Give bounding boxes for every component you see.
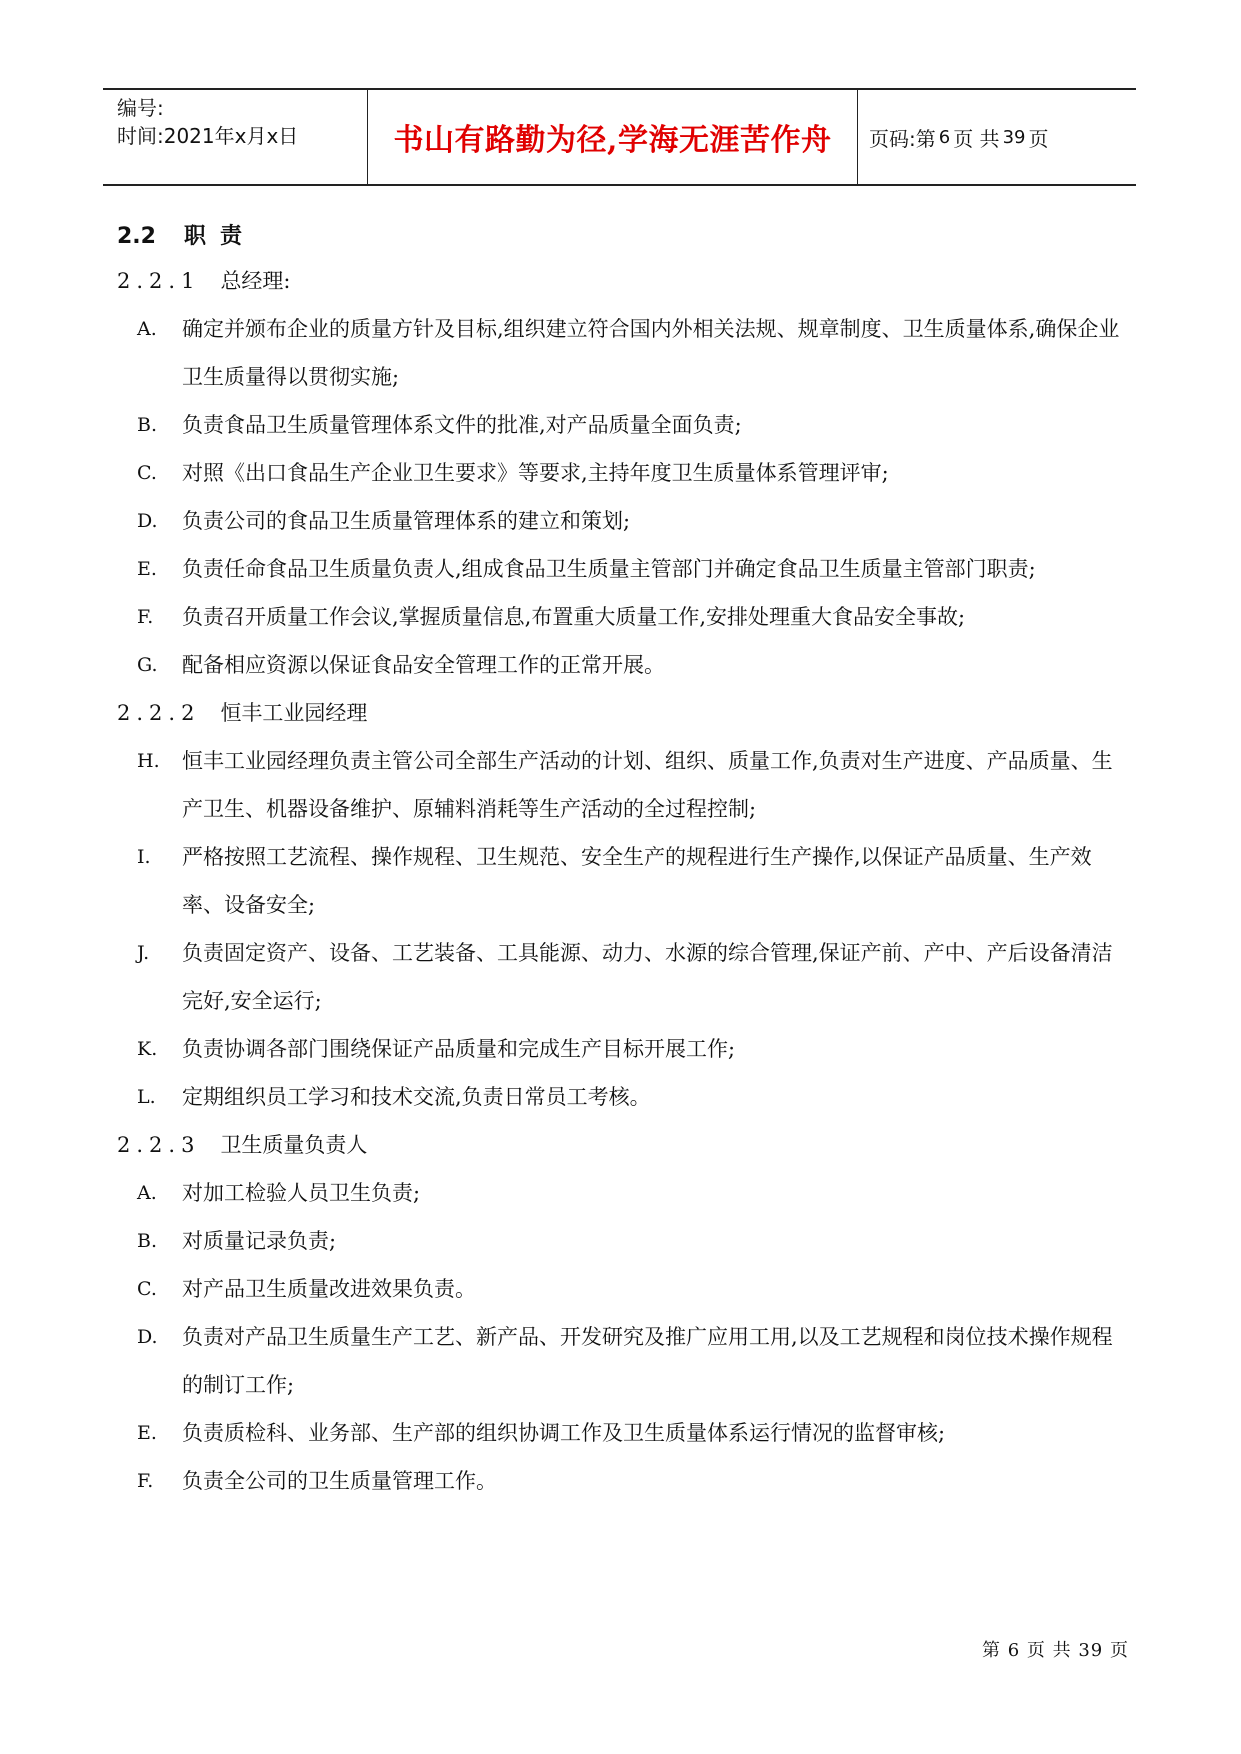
list-item [117, 305, 1127, 401]
item-text: 对质量记录负责; [182, 1229, 337, 1253]
item-text: 负责协调各部门围绕保证产品质量和完成生产目标开展工作; [182, 1037, 736, 1061]
subsection-number: 2.2.1 [117, 269, 201, 293]
item-letter: E. [137, 1422, 157, 1444]
subsection-title: 总经理: [220, 269, 291, 293]
item-text: 负责对产品卫生质量生产工艺、新产品、开发研究及推广应用工用,以及工艺规程和岗位技术操作规程的制订工作; [182, 1325, 1113, 1397]
list-item [117, 449, 1127, 497]
item-letter: F. [137, 1470, 154, 1492]
document-body [117, 217, 1127, 1505]
section-title: 职责 [183, 224, 256, 249]
list-item [117, 1025, 1127, 1073]
item-text: 负责全公司的卫生质量管理工作。 [182, 1469, 497, 1493]
subsection-title: 卫生质量负责人 [220, 1133, 368, 1157]
item-text: 对产品卫生质量改进效果负责。 [182, 1277, 476, 1301]
list-item [117, 1073, 1127, 1121]
document-time-label: 时间:2021年x月x日 [117, 124, 299, 148]
section-number: 2.2 [117, 224, 156, 249]
item-text: 配备相应资源以保证食品安全管理工作的正常开展。 [182, 653, 665, 677]
subsection-number: 2.2.2 [117, 701, 201, 725]
item-letter: D. [137, 510, 158, 532]
page-prefix: 页码:第 [869, 126, 936, 151]
header-page-info [869, 90, 1048, 184]
list-item [117, 641, 1127, 689]
subsection-number: 2.2.3 [117, 1133, 201, 1157]
page-header [103, 88, 1136, 186]
item-text: 负责食品卫生质量管理体系文件的批准,对产品质量全面负责; [182, 413, 742, 437]
list-item [117, 1217, 1127, 1265]
page-footer: 第 6 页 共 39 页 [982, 1640, 1129, 1661]
item-letter: F. [137, 606, 154, 628]
list-item [117, 1457, 1127, 1505]
item-letter: D. [137, 1326, 158, 1348]
page-current: 6 [938, 126, 951, 148]
list-item [117, 545, 1127, 593]
item-letter: K. [137, 1038, 158, 1060]
item-letter: E. [137, 558, 157, 580]
list-item [117, 497, 1127, 545]
header-motto: 书山有路勤为径,学海无涯苦作舟 [393, 123, 832, 158]
subsection-heading [117, 1121, 1127, 1169]
item-letter: A. [137, 318, 157, 340]
item-text: 对照《出口食品生产企业卫生要求》等要求,主持年度卫生质量体系管理评审; [182, 461, 889, 485]
header-divider [857, 90, 858, 184]
list-item [117, 1265, 1127, 1313]
item-text: 定期组织员工学习和技术交流,负责日常员工考核。 [182, 1085, 651, 1109]
list-item [117, 1313, 1127, 1409]
list-item [117, 593, 1127, 641]
list-item [117, 401, 1127, 449]
item-letter: J. [137, 942, 150, 964]
document-number-label: 编号: [117, 96, 164, 120]
page-suffix: 页 [1028, 126, 1049, 151]
list-item [117, 737, 1127, 833]
item-text: 负责召开质量工作会议,掌握质量信息,布置重大质量工作,安排处理重大食品安全事故; [182, 605, 966, 629]
list-item [117, 833, 1127, 929]
item-letter: B. [137, 1230, 158, 1252]
item-letter: L. [137, 1086, 156, 1108]
item-text: 严格按照工艺流程、操作规程、卫生规范、安全生产的规程进行生产操作,以保证产品质量、生产效率、设备安全; [182, 845, 1092, 917]
item-letter: C. [137, 1278, 157, 1300]
section-heading [117, 217, 1127, 257]
page-total: 39 [1002, 126, 1026, 148]
item-text: 恒丰工业园经理负责主管公司全部生产活动的计划、组织、质量工作,负责对生产进度、产品质量、生产卫生、机器设备维护、原辅料消耗等生产活动的全过程控制; [182, 749, 1113, 821]
list-item [117, 1169, 1127, 1217]
list-item [117, 1409, 1127, 1457]
list-item [117, 929, 1127, 1025]
subsection-title: 恒丰工业园经理 [220, 701, 368, 725]
item-letter: H. [137, 750, 160, 772]
item-text: 负责任命食品卫生质量负责人,组成食品卫生质量主管部门并确定食品卫生质量主管部门职责; [182, 557, 1036, 581]
item-text: 对加工检验人员卫生负责; [182, 1181, 421, 1205]
subsection-3 [117, 1121, 1127, 1505]
item-text: 负责质检科、业务部、生产部的组织协调工作及卫生质量体系运行情况的监督审核; [182, 1421, 946, 1445]
item-letter: B. [137, 414, 158, 436]
subsection-heading [117, 257, 1127, 305]
item-letter: C. [137, 462, 157, 484]
item-text: 负责固定资产、设备、工艺装备、工具能源、动力、水源的综合管理,保证产前、产中、产后设备清洁完好,安全运行; [182, 941, 1113, 1013]
item-text: 负责公司的食品卫生质量管理体系的建立和策划; [182, 509, 631, 533]
item-text: 确定并颁布企业的质量方针及目标,组织建立符合国内外相关法规、规章制度、卫生质量体系,确保企业卫生质量得以贯彻实施; [182, 317, 1120, 389]
item-letter: A. [137, 1182, 157, 1204]
subsection-heading [117, 689, 1127, 737]
subsection-2 [117, 689, 1127, 1121]
subsection-1 [117, 257, 1127, 689]
page-mid: 页 共 [953, 126, 1000, 151]
header-left-cell [117, 94, 298, 150]
item-letter: I. [137, 846, 151, 868]
item-letter: G. [137, 654, 158, 676]
